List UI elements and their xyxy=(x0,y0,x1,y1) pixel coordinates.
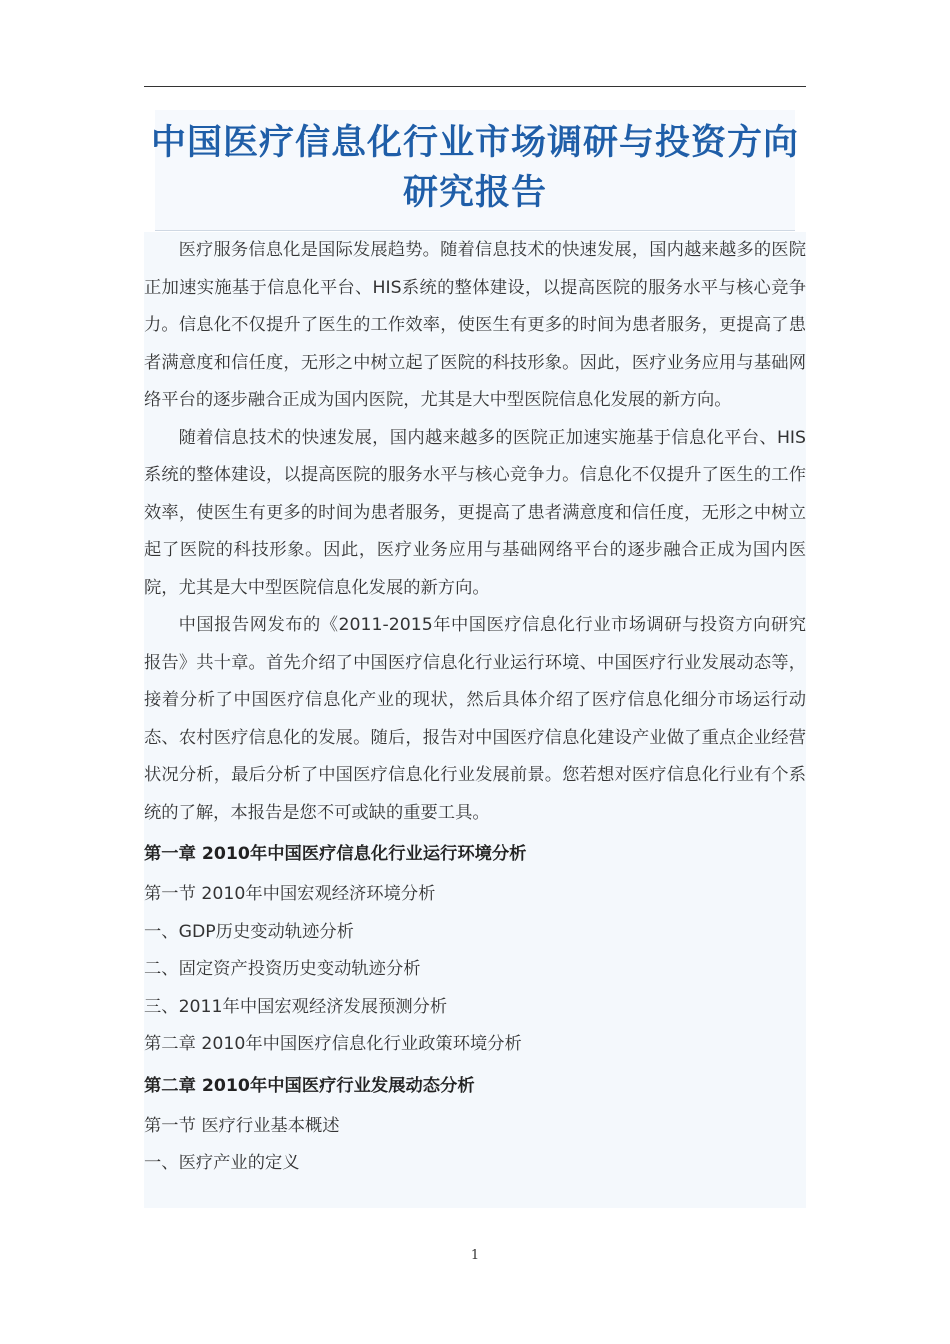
top-rule xyxy=(144,86,806,87)
document-body xyxy=(144,232,806,1183)
paragraph-3: 中国报告网发布的《2011-2015年中国医疗信息化行业市场调研与投资方向研究报告》共十章。首先介绍了中国医疗信息化行业运行环境、中国医疗行业发展动态等，接着分析了中国医疗信息化产业的现状，然后具体介绍了医疗信息化细分市场运行动态、农村医疗信息化的发展。随后，报告对中国医疗信息化建设产业做了重点企业经营状况分析，最后分析了中国医疗信息化行业发展前景。您若想对医疗信息化行业有个系统的了解，本报告是您不可或缺的重要工具。 xyxy=(144,615,806,823)
paragraph-2: 随着信息技术的快速发展，国内越来越多的医院正加速实施基于信息化平台、HIS系统的整体建设，以提高医院的服务水平与核心竞争力。信息化不仅提升了医生的工作效率，使医生有更多的时间为患者服务，更提高了患者满意度和信任度，无形之中树立起了医院的科技形象。因此，医疗业务应用与基础网络平台的逐步融合正成为国内医院，尤其是大中型医院信息化发展的新方向。 xyxy=(144,427,806,598)
title-line-1: 中国医疗信息化行业市场调研与投资方向 xyxy=(150,123,799,163)
toc-entry: 第二章 2010年中国医疗信息化行业政策环境分析 xyxy=(144,1034,522,1054)
page-number: 1 xyxy=(470,1248,480,1263)
toc-section-1 xyxy=(144,832,806,1064)
toc-entry: 三、2011年中国宏观经济发展预测分析 xyxy=(144,996,448,1017)
document-title xyxy=(144,118,806,218)
toc-entry: 一、医疗产业的定义 xyxy=(144,1153,300,1173)
toc-entry: 一、GDP历史变动轨迹分析 xyxy=(144,921,354,942)
toc-section-2 xyxy=(144,1064,806,1183)
title-line-2: 研究报告 xyxy=(402,173,547,213)
toc-entry: 第一节 2010年中国宏观经济环境分析 xyxy=(144,884,436,904)
toc-entry: 第一节 医疗行业基本概述 xyxy=(144,1115,340,1136)
toc-entry: 二、固定资产投资历史变动轨迹分析 xyxy=(144,959,421,979)
toc-chapter-heading: 第二章 2010年中国医疗行业发展动态分析 xyxy=(144,1075,475,1096)
toc-chapter-heading: 第一章 2010年中国医疗信息化行业运行环境分析 xyxy=(144,844,527,864)
paragraph-1: 医疗服务信息化是国际发展趋势。随着信息技术的快速发展，国内越来越多的医院正加速实施基于信息化平台、HIS系统的整体建设，以提高医院的服务水平与核心竞争力。信息化不仅提升了医生的工作效率，使医生有更多的时间为患者服务，更提高了患者满意度和信任度，无形之中树立起了医院的科技形象。因此，医疗业务应用与基础网络平台的逐步融合正成为国内医院，尤其是大中型医院信息化发展的新方向。 xyxy=(144,240,806,410)
